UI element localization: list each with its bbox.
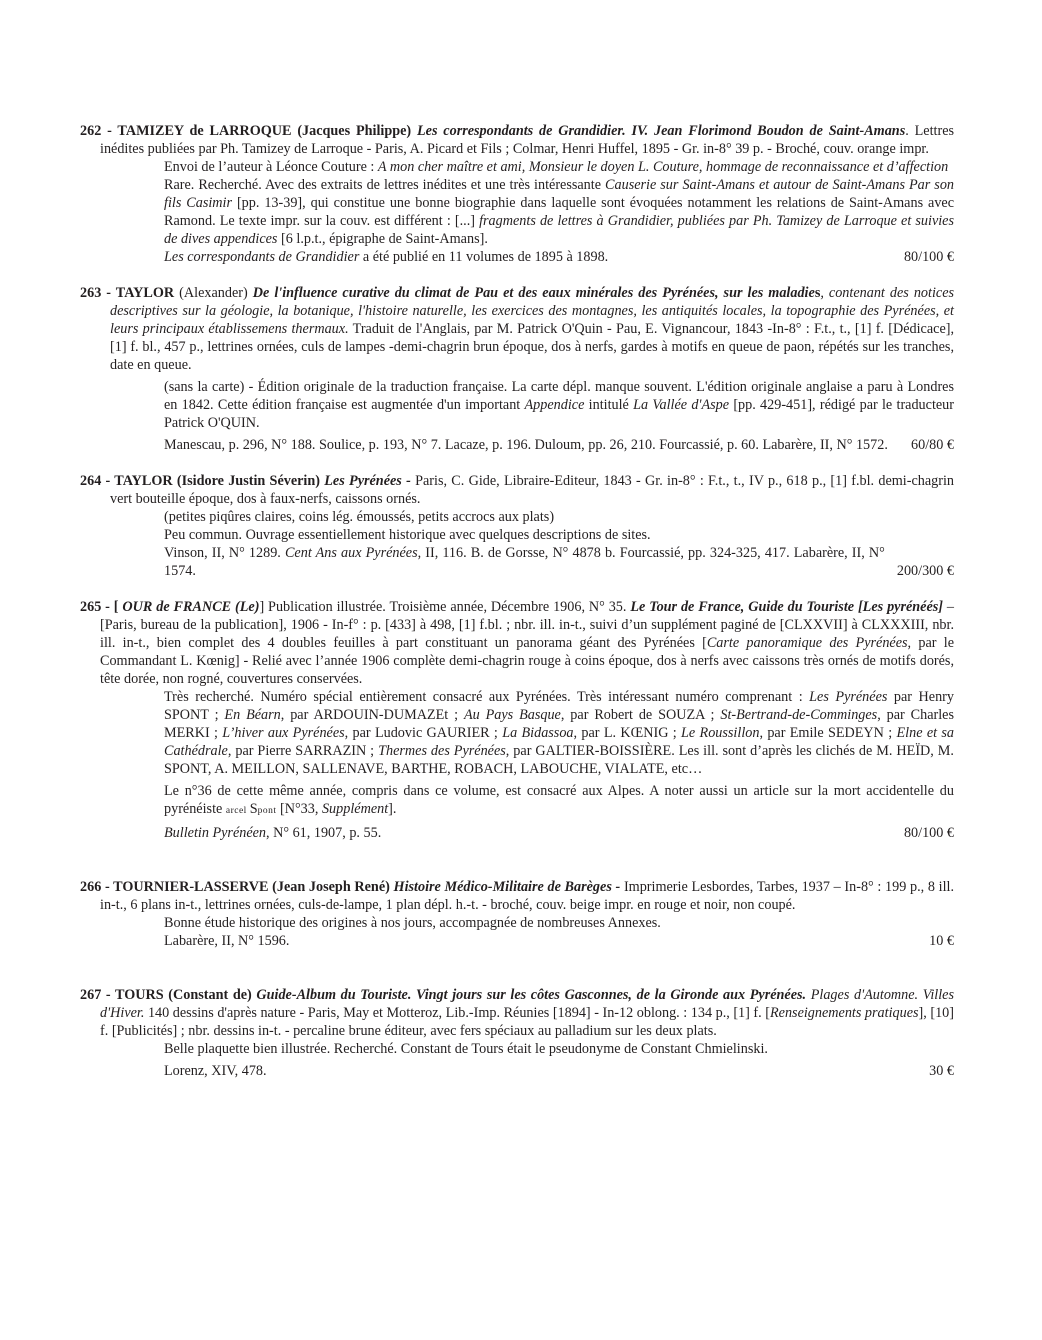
text-run: OUR de FRANCE (Le) [122, 599, 260, 615]
text-run: Supplément [321, 801, 389, 817]
entry-note [80, 176, 954, 248]
entry-note [80, 914, 954, 932]
text-run: 264 - TAYLOR (Isidore Justin Séverin) [80, 473, 325, 489]
catalogue-entry-264 [80, 472, 954, 580]
text-run: St-Bertrand-de-Comminges [720, 707, 878, 723]
text-run: Imprimerie Lesbordes, Tarbes, 1937 – In-8° : 199 p., 8 ill. in-t., 6 plans in-t., lettrines ornées, culs-de-lampe, 1 plan dépl. h.-t. - broché, couv. beige impr. en rouge et noir, non coupé. [100, 879, 955, 913]
text-run: , N° 61, 1907, p. 55. [266, 825, 382, 841]
text-run: 265 - [ [80, 599, 123, 615]
text-run: Lorenz, XIV, 478. [164, 1063, 267, 1079]
text-run: Le Roussillon [681, 725, 760, 741]
catalogue-entry-266 [80, 878, 954, 950]
text-run: fragments de lettres à Grandidier, publiées par Ph. Tamizey de Larroque et suivies de dives appendices [164, 213, 955, 247]
price: 80/100 € [903, 825, 954, 841]
entry-reference [164, 932, 929, 950]
catalogue-entry-263 [80, 284, 954, 454]
text-run: Traduit de l'Anglais, par M. Patrick O'Quin - Pau, E. Vignancour, 1843 -In-8° : F.t., t., [1] f. [Dédicace], [1] f. bl., 457 p., lettrines ornées, culs de lampes -demi-chagrin brun époque, dos à nerfs, gardes à motifs en queue de paon, répétés sur les tranches, date en queue. [110, 321, 955, 373]
text-run: , II, 116. B. de Gorsse, N° 4878 b. Fourcassié, pp. 324-325, 417. Labarère, II, N° 1574. [164, 545, 885, 579]
text-run: Très recherché. Numéro spécial entièrement consacré aux Pyrénées. Très intéressant numéro comprenant : [164, 689, 810, 705]
price: 30 € [929, 1063, 954, 1079]
text-run: Plages d'Automne. Villes d'Hiver. [100, 987, 954, 1021]
text-run: Les Pyrénées - [324, 473, 416, 489]
entry-note [80, 782, 954, 820]
text-run: Au Pays Basque [463, 707, 561, 723]
entry-heading [80, 986, 954, 1040]
text-run: – [Paris, bureau de la publication], 1906 - In-f° : p. [433] à 498, [1] f.bl. ; nbr. ill. in-t., suivi d’un supplément paginé de [CLXXVII] à CLXXXIII, nbr. ill. in-t., bien complet des 4 doubles feuilles à part constituant un panorama géant des Pyrénées [ [100, 599, 955, 651]
entry-note [80, 508, 954, 526]
text-run: , par Charles MERKI ; [164, 707, 954, 741]
text-run: ]. [388, 801, 397, 817]
entry-heading [80, 284, 954, 374]
text-run: (sans la carte) - Édition originale de la traduction française. La carte dépl. manque souvent. L'édition originale anglaise a paru à Londres en 1842. Cette édition française est augmentée d'un important [164, 379, 954, 413]
text-run: s [814, 285, 821, 301]
text-run: 266 - TOURNIER-LASSERVE (Jean Joseph René) [80, 879, 394, 895]
price: 10 € [929, 933, 954, 949]
entry-reference [164, 824, 904, 842]
entry-reference-line [80, 436, 954, 454]
catalogue-entry-262 [80, 122, 954, 266]
text-run: [6 l.p.t., épigraphe de Saint-Amans]. [277, 231, 488, 247]
entry-reference [164, 544, 897, 580]
price: 200/300 € [896, 563, 954, 579]
entry-reference-line [80, 1062, 954, 1080]
price: 80/100 € [903, 249, 954, 265]
text-run: Le Tour de France, Guide du Touriste [Les pyrénéés] [630, 599, 944, 615]
entry-reference-line [80, 248, 954, 266]
entry-note [80, 1040, 954, 1058]
text-run: Paris, C. Gide, Libraire-Editeur, 1843 - Gr. in-8° : F.t., t., IV p., 618 p., [1] f.bl. demi-chagrin vert bouteille époque, dos à faux-nerfs, caissons ornés. [110, 473, 955, 507]
text-run: , par Pierre SARRAZIN ; [227, 743, 379, 759]
entry-note [80, 688, 954, 778]
text-run: Appendice [524, 397, 585, 413]
text-run: a été publié en 11 volumes de 1895 à 1898. [359, 249, 609, 265]
text-run: ] Publication illustrée. Troisième année, Décembre 1906, N° 35. [259, 599, 631, 615]
text-run: Elne et sa Cathédrale [164, 725, 954, 759]
text-run: Renseignements pratiques [769, 1005, 919, 1021]
text-run: , par le Commandant L. Kœnig] - Relié avec l’année 1906 complète demi-chagrin rouge à coins époque, dos à nerfs avec caissons très ornés de motifs dorés, tête dorée, non rogné, couvertures conservées. [100, 635, 954, 687]
text-run: Thermes des Pyrénées [378, 743, 506, 759]
text-run: Causerie sur Saint-Amans et autour de Saint-Amans Par son fils Casimir [164, 177, 955, 211]
text-run: , par Ludovic GAURIER ; [344, 725, 503, 741]
entry-reference-line [80, 824, 954, 842]
text-run: Bonne étude historique des origines à nos jours, accompagnée de nombreuses Annexes. [164, 915, 661, 931]
catalogue-entry-267 [80, 986, 954, 1080]
text-run: Peu commun. Ouvrage essentiellement historique avec quelques descriptions de sites. [164, 527, 651, 543]
text-run: arcel [225, 806, 250, 816]
entry-reference-line [80, 544, 954, 580]
entry-note [80, 158, 954, 176]
catalogue-entry-265 [80, 598, 954, 842]
text-run: La Bidassoa [502, 725, 574, 741]
entry-reference [164, 1062, 929, 1080]
text-run: Bulletin Pyrénéen [164, 825, 267, 841]
text-run: . Lettres inédites publiées par Ph. Tamizey de Larroque - Paris, A. Picard et Fils ; Colmar, Henri Huffel, 1895 - Gr. in-8° 39 p. - Broché, couv. orange impr. [100, 123, 955, 157]
text-run: De l'influence curative du climat de Pau et des eaux minérales des Pyrénées, sur les maladie [252, 285, 815, 301]
text-run: Le n°36 de cette même année, compris dans ce volume, est consacré aux Alpes. A noter aussi un article sur la mort accidentelle du pyrénéiste [164, 783, 954, 817]
text-run: , par Emile SEDEYN ; [759, 725, 897, 741]
entry-heading [80, 598, 954, 688]
text-run: [pp. 13-39], qui constitue une bonne biographie dans laquelle sont évoquées notamment les relations de Saint-Amans avec Ramond. Le texte impr. sur la couv. est différent : [...] [164, 195, 955, 229]
text-run: , par L. KŒNIG ; [573, 725, 682, 741]
entry-note [80, 526, 954, 544]
text-run: [pp. 429-451], rédigé par le traducteur Patrick O'QUIN. [164, 397, 955, 431]
text-run: Labarère, II, N° 1596. [164, 933, 290, 949]
text-run: , par GALTIER-BOISSIÈRE. Les ill. sont d’après les clichés de M. HEÏD, M. SPONT, A. MEILLON, SALLENAVE, BARTHE, ROBACH, LABOUCHE, VIALATE, etc… [164, 743, 954, 777]
catalogue-page [80, 122, 954, 1098]
entry-note [80, 378, 954, 432]
text-run: Les correspondants de Grandidier [164, 249, 360, 265]
text-run: En Béarn [224, 707, 281, 723]
entry-heading [80, 122, 954, 158]
text-run: 262 - TAMIZEY de LARROQUE (Jacques Philippe) [80, 123, 417, 139]
entry-heading [80, 878, 954, 914]
text-run: Guide-Album du Touriste. Vingt jours sur les côtes Gasconnes, de la Gironde aux Pyrénées. [256, 987, 807, 1003]
text-run: Vinson, II, N° 1289. [164, 545, 285, 561]
price: 60/80 € [911, 437, 954, 453]
text-run: 263 - TAYLOR [80, 285, 175, 301]
text-run: Les correspondants de Grandidier. IV. Jean Florimond Boudon de Saint-Amans [416, 123, 906, 139]
text-run: , par Robert de SOUZA ; [560, 707, 721, 723]
text-run: Cent Ans aux Pyrénées [284, 545, 418, 561]
text-run: L’hiver aux Pyrénées [222, 725, 345, 741]
text-run: Manescau, p. 296, N° 188. Soulice, p. 193, N° 7. Lacaze, p. 196. Duloum, pp. 26, 210. Fourcassié, p. 60. Labarère, II, N° 1572. [164, 437, 888, 453]
text-run: par Henry SPONT ; [164, 689, 954, 723]
text-run: Histoire Médico-Militaire de Barèges - [393, 879, 624, 895]
text-run: (petites piqûres claires, coins lég. émoussés, petits accrocs aux plats) [164, 509, 555, 525]
text-run: ], [10] f. [Publicités] ; nbr. dessins in-t. - percaline brune éditeur, avec fers spéciaux au palladium sur les deux plats. [100, 1005, 955, 1039]
text-run: Belle plaquette bien illustrée. Recherché. Constant de Tours était le pseudonyme de Constant Chmielinski. [164, 1041, 768, 1057]
text-run: intitulé [584, 397, 634, 413]
text-run: La Vallée d'Aspe [633, 397, 730, 413]
text-run: 140 dessins d'après nature - Paris, May et Motteroz, Lib.-Imp. Réunies [1894] - In-12 oblong. : 134 p., [1] f. [ [144, 1005, 770, 1021]
text-run: pont [257, 806, 277, 816]
entry-reference-line [80, 932, 954, 950]
text-run: Rare. Recherché. Avec des extraits de lettres inédites et une très intéressante [164, 177, 606, 193]
text-run: (Alexander) [174, 285, 253, 301]
text-run: [N°33, [276, 801, 322, 817]
entry-reference [164, 248, 904, 266]
text-run: Envoi de l’auteur à Léonce Couture : [164, 159, 378, 175]
text-run: 267 - TOURS (Constant de) [80, 987, 257, 1003]
text-run: A mon cher maître et ami, Monsieur le doyen L. Couture, hommage de reconnaissance et d’affection [377, 159, 949, 175]
text-run: S [249, 801, 258, 817]
text-run: , contenant des notices descriptives sur la géologie, la botanique, l'histoire naturelle, les exercices des montagnes, les antiquités locales, la topographie des Pyrénées, et leurs principaux établissemens thermaux. [110, 285, 955, 337]
entry-reference [164, 436, 911, 454]
entry-heading [80, 472, 954, 508]
text-run: Carte panoramique des Pyrénées [706, 635, 908, 651]
text-run: , par ARDOUIN-DUMAZEt ; [280, 707, 464, 723]
text-run: Les Pyrénées [809, 689, 888, 705]
